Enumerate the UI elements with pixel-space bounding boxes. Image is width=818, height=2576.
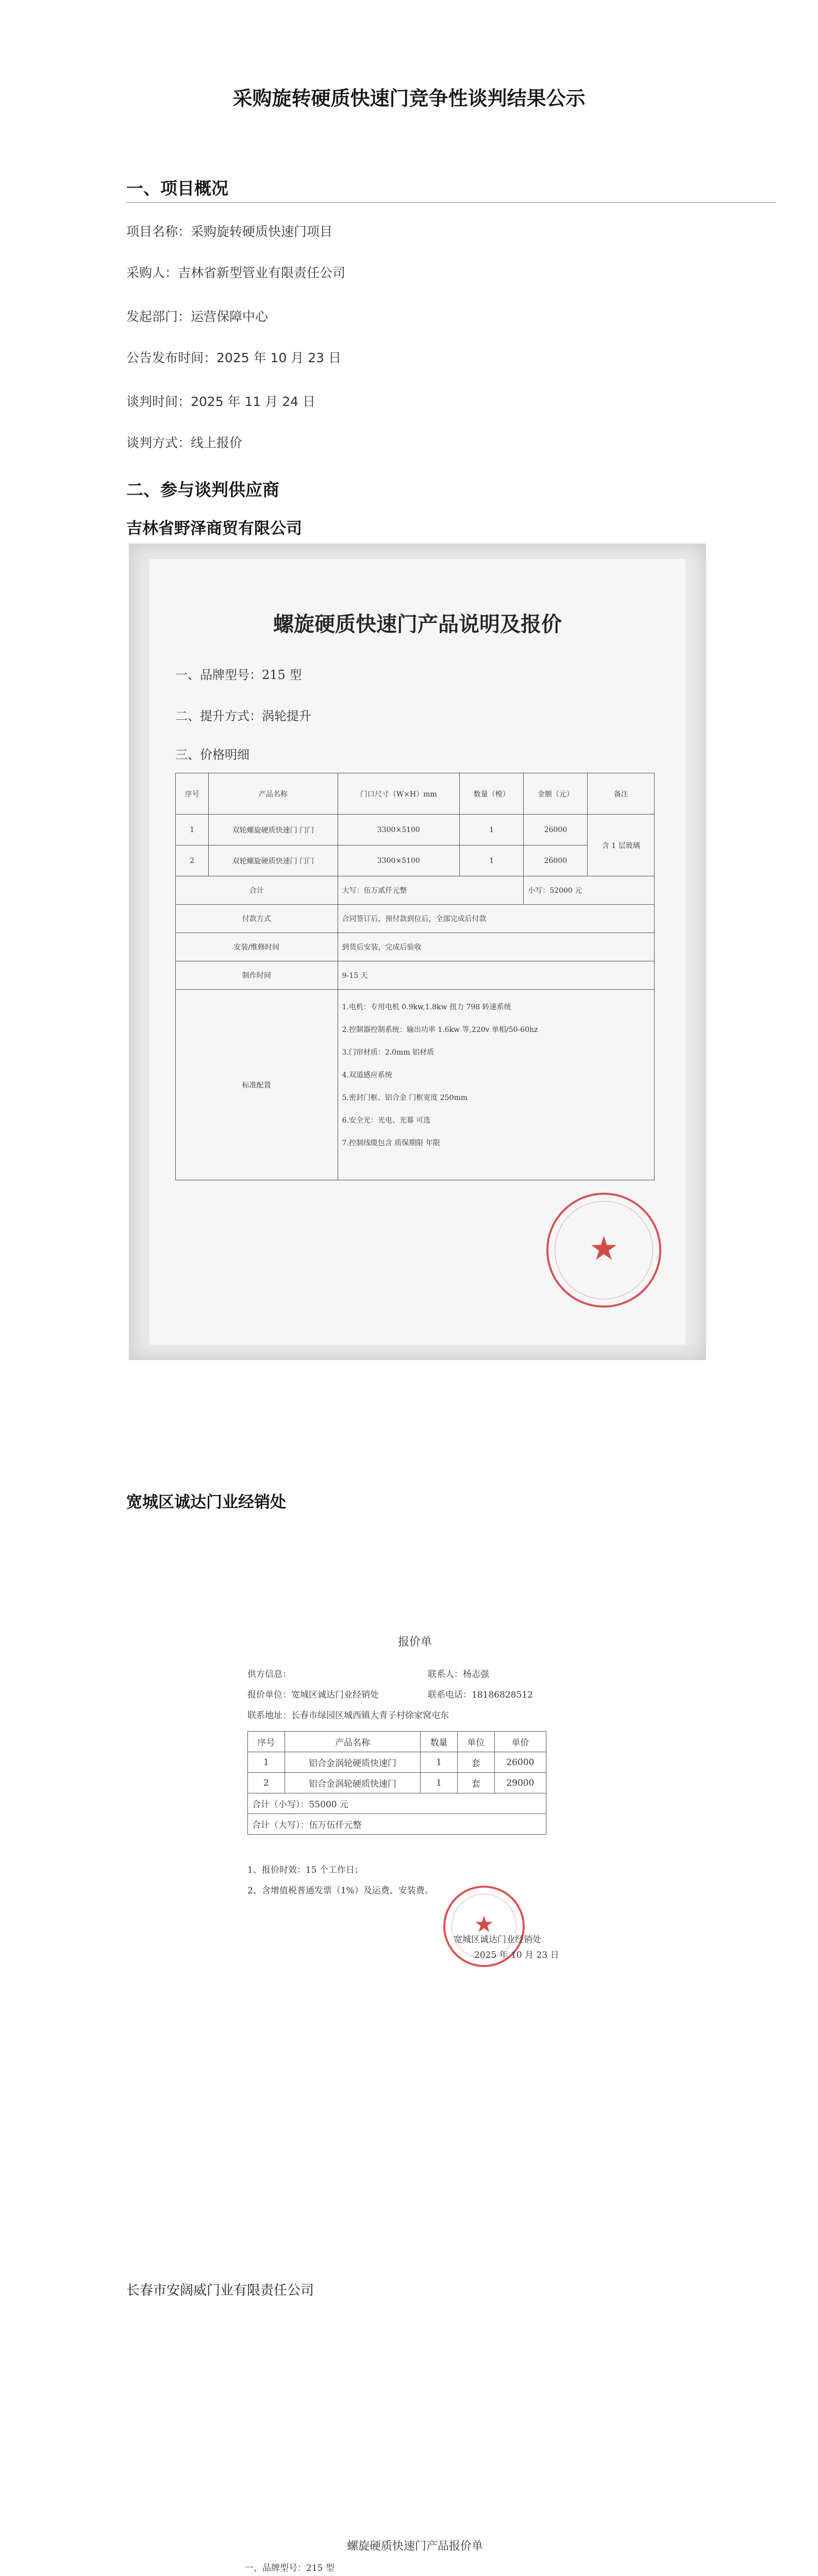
table-row — [176, 845, 655, 876]
config-line: 6.安全光：光电、光幕 可选 — [342, 1116, 431, 1125]
config-line: 7.控制线缆包含 质保期限 年限 — [342, 1139, 440, 1147]
doc-line-price: 三、价格明细 — [175, 748, 249, 762]
phone: 联系电话：18186828512 — [428, 1690, 533, 1700]
cell: 2 — [248, 1773, 285, 1793]
cell: 26000 — [524, 845, 588, 876]
sign-date: 2025 年 10 月 23 日 — [474, 1950, 559, 1960]
doc-title: 螺旋硬质快速门产品报价单 — [346, 2540, 483, 2553]
th-no: 序号 — [176, 773, 209, 815]
note-validity: 1、报价时效：15 个工作日； — [247, 1865, 363, 1875]
doc-line-brand: 一、品牌型号：215 型 — [175, 668, 302, 682]
total-big-row — [248, 1814, 546, 1835]
th-unit: 单位 — [457, 1732, 494, 1752]
quote-company: 报价单位：宽城区诚达门业经销处 — [247, 1690, 379, 1700]
th-product: 产品名称 — [209, 773, 338, 815]
cell: 3300×5100 — [338, 845, 460, 876]
cell: 合计（小写）：55000 元 — [248, 1793, 546, 1814]
cell: 双轮螺旋硬质快速门 门门 — [209, 845, 338, 876]
cell: 双轮螺旋硬质快速门 门门 — [209, 815, 338, 845]
cell: 标准配置 — [176, 990, 338, 1180]
th-no: 序号 — [248, 1732, 285, 1752]
table-row — [248, 1773, 546, 1793]
cell: 到货后安装，完成后验收 — [338, 933, 655, 961]
config-line: 4.双道感应系统 — [342, 1071, 392, 1079]
cell: 合计 — [176, 876, 338, 905]
department: 发起部门：运营保障中心 — [126, 309, 269, 324]
quote-scan-2 — [186, 1525, 644, 2174]
section-heading-suppliers: 二、参与谈判供应商 — [126, 480, 279, 500]
negotiation-method: 谈判方式：线上报价 — [126, 435, 243, 450]
cell: 9-15 天 — [338, 961, 655, 990]
cell: 1 — [421, 1773, 458, 1793]
config-row — [176, 990, 655, 1180]
total-small-row — [248, 1793, 546, 1814]
th-price: 单价 — [494, 1732, 546, 1752]
config-line: 3.门帘材质：2.0mm 铝材质 — [342, 1048, 435, 1057]
cell: 1 — [421, 1752, 458, 1773]
period-row — [176, 961, 655, 990]
seal-star-icon: ★ — [474, 1911, 494, 1938]
config-line: 2.控制器控制系统：输出功率 1.6kw 等,220v 单相/50-60hz — [342, 1026, 538, 1034]
negotiation-time: 谈判时间：2025 年 11 月 24 日 — [126, 394, 315, 409]
supplier-info-label: 供方信息： — [247, 1669, 291, 1680]
cell: 套 — [457, 1752, 494, 1773]
doc-line-brand: 一、品牌型号：215 型 — [245, 2563, 335, 2573]
config-cell — [338, 990, 655, 1180]
contact: 联系人：杨志强 — [428, 1669, 489, 1680]
note-invoice: 2、含增值税普通发票（1%）及运费、安装费。 — [247, 1886, 433, 1896]
th-amount: 金额（元） — [524, 773, 588, 815]
page-title: 采购旋转硬质快速门竞争性谈判结果公示 — [232, 87, 586, 110]
th-remark: 备注 — [588, 773, 655, 815]
cell: 1 — [176, 815, 209, 845]
quote-scan-1 — [129, 544, 706, 1360]
cell: 付款方式 — [176, 905, 338, 933]
cell: 29000 — [494, 1773, 546, 1793]
cell: 2 — [176, 845, 209, 876]
table-row — [248, 1752, 546, 1773]
company-seal — [546, 1193, 661, 1308]
announce-time: 公告发布时间：2025 年 10 月 23 日 — [126, 350, 341, 365]
cell: 含 1 层玻璃 — [588, 815, 655, 876]
cell: 1 — [460, 845, 524, 876]
cell: 大写：伍万贰仟元整 — [338, 876, 524, 905]
cell: 合同签订后，预付款到位后，全部完成后付款 — [338, 905, 655, 933]
cell: 铝合金涡轮硬质快速门 — [285, 1752, 420, 1773]
supplier-name-3: 长春市安阔威门业有限责任公司 — [126, 2283, 314, 2298]
address: 联系地址：长春市绿园区城西镇大青子村徐家窝屯东 — [247, 1710, 449, 1721]
cell: 1 — [248, 1752, 285, 1773]
cell: 安装/维修时间 — [176, 933, 338, 961]
config-line: 5.密封门框、铝合金 门框宽度 250mm — [342, 1094, 468, 1102]
price-table — [175, 773, 655, 1180]
th-qty: 数量 — [421, 1732, 458, 1752]
table-row — [176, 815, 655, 845]
supplier-name-2: 宽城区诚达门业经销处 — [126, 1493, 286, 1512]
doc-title: 螺旋硬质快速门产品说明及报价 — [273, 612, 562, 636]
cell: 合计（大写）：伍万伍仟元整 — [248, 1814, 546, 1835]
purchaser: 采购人：吉林省新型管业有限责任公司 — [126, 265, 346, 280]
seal-star-icon: ★ — [589, 1230, 619, 1268]
doc-title: 报价单 — [397, 1636, 432, 1649]
total-row — [176, 876, 655, 905]
divider — [126, 202, 776, 203]
table-header-row — [176, 773, 655, 815]
doc-line-lift: 二、提升方式：涡轮提升 — [175, 709, 311, 723]
config-line: 1.电机：专用电机 0.9kw,1.8kw 扭力 798 转速系统 — [342, 1003, 511, 1011]
cell: 26000 — [494, 1752, 546, 1773]
cell: 套 — [457, 1773, 494, 1793]
th-qty: 数量（樘） — [460, 773, 524, 815]
cell: 铝合金涡轮硬质快速门 — [285, 1773, 420, 1793]
quote-scan-3 — [186, 2318, 644, 2576]
payment-row — [176, 905, 655, 933]
project-name: 项目名称：采购旋转硬质快速门项目 — [126, 224, 333, 239]
th-product: 产品名称 — [285, 1732, 420, 1752]
cell: 小写：52000 元 — [524, 876, 655, 905]
install-row — [176, 933, 655, 961]
cell: 3300×5100 — [338, 815, 460, 845]
supplier-name-1: 吉林省野泽商贸有限公司 — [126, 519, 302, 538]
th-size: 门口尺寸（W×H）mm — [338, 773, 460, 815]
cell: 制作时间 — [176, 961, 338, 990]
quote-table — [247, 1731, 546, 1835]
cell: 26000 — [524, 815, 588, 845]
sign-company: 宽城区诚达门业经销处 — [454, 1935, 541, 1945]
cell: 1 — [460, 815, 524, 845]
table-header-row — [248, 1732, 546, 1752]
section-heading-overview: 一、项目概况 — [126, 178, 228, 198]
